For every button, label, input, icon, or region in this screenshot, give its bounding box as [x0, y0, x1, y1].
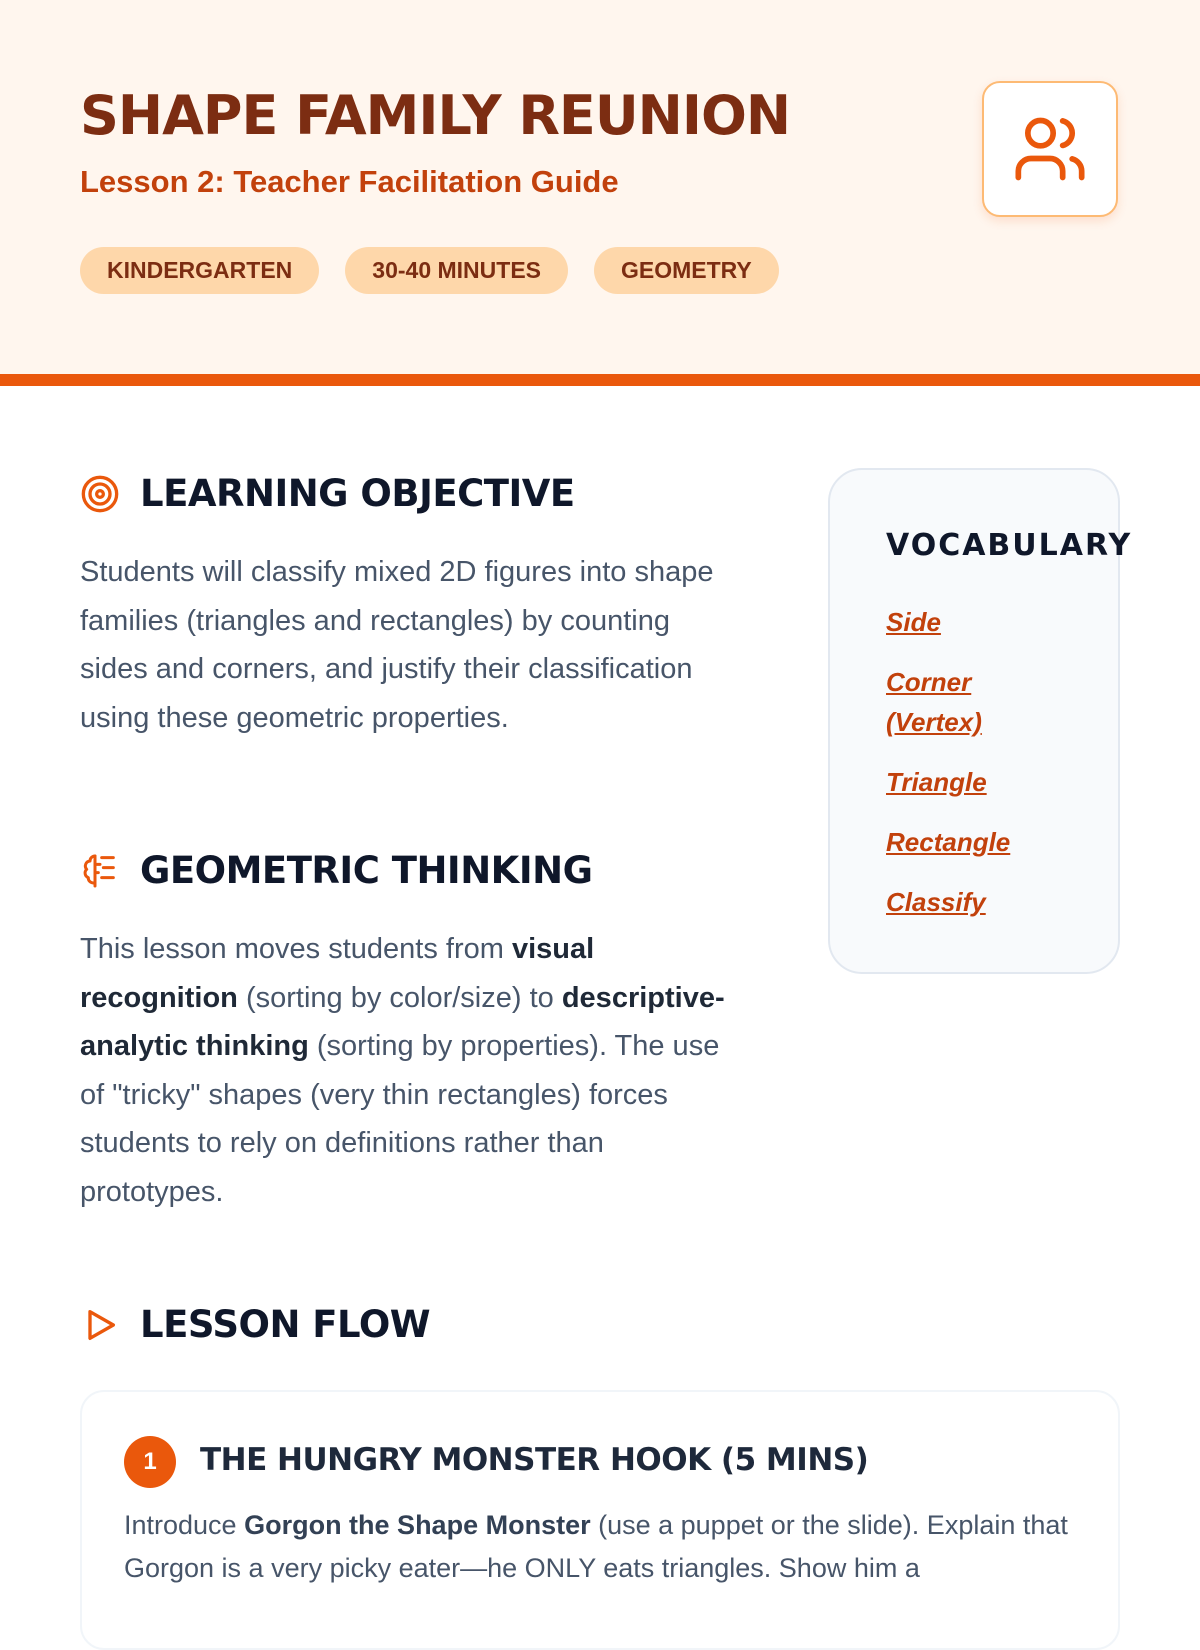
tag-grade: KINDERGARTEN [80, 247, 319, 294]
vocab-link-corner[interactable]: Corner (Vertex) [886, 667, 982, 737]
play-icon [80, 1305, 120, 1345]
list-item [886, 602, 1046, 642]
vocab-link-side[interactable]: Side [886, 607, 941, 637]
flow-title: LESSON FLOW [140, 1303, 431, 1346]
objective-text: Students will classify mixed 2D figures into shape families (triangles and rectangles) by counting sides and corners, and justify their classification using these geometric properties. [80, 556, 714, 734]
step-text: Introduce Gorgon the Shape Monster (use a puppet or the slide). Explain that Gorgon is a very picky eater—he ONLY eats triangles. Show him a [124, 1510, 1068, 1583]
tag-list [80, 247, 779, 294]
list-item [886, 882, 1046, 922]
users-icon-box [982, 81, 1118, 217]
page-title: SHAPE FAMILY REUNION [80, 84, 791, 147]
list-item [886, 822, 1046, 862]
vocabulary-card [828, 468, 1133, 974]
flow-heading [80, 1303, 430, 1346]
brain-icon [80, 851, 120, 891]
vocab-link-rectangle[interactable]: Rectangle [886, 827, 1011, 857]
vocab-link-classify[interactable]: Classify [886, 887, 986, 917]
vocabulary-title: VOCABULARY [886, 528, 1133, 563]
vocab-link-triangle[interactable]: Triangle [886, 767, 987, 797]
lesson-header [0, 0, 1200, 386]
page-subtitle: Lesson 2: Teacher Facilitation Guide [80, 164, 619, 199]
tag-subject: GEOMETRY [594, 247, 779, 294]
tag-duration: 30-40 MINUTES [345, 247, 568, 294]
thinking-heading [80, 849, 592, 892]
step-title: THE HUNGRY MONSTER HOOK (5 MINS) [200, 1442, 869, 1478]
list-item [886, 762, 1046, 802]
step-number-badge: 1 [124, 1436, 176, 1488]
thinking-title: GEOMETRIC THINKING [140, 849, 593, 892]
list-item [886, 662, 1046, 742]
users-icon [1012, 111, 1088, 187]
target-icon [80, 474, 120, 514]
objective-heading [80, 472, 575, 515]
lesson-step-card [80, 1390, 1120, 1650]
thinking-text: This lesson moves students from visual recognition (sorting by color/size) to descriptive-analytic thinking (sorting by properties). The use of "tricky" shapes (very thin rectangles) forces students to rely on definitions rather than prototypes. [80, 933, 725, 1208]
vocabulary-list [886, 602, 1046, 942]
objective-title: LEARNING OBJECTIVE [140, 472, 575, 515]
